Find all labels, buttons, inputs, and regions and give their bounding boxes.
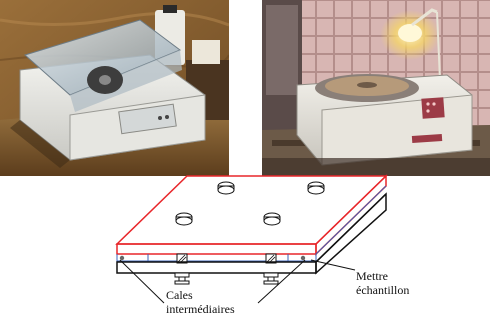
label-mettre: Mettre	[356, 269, 388, 283]
sample-marker	[301, 256, 305, 260]
foot	[175, 273, 189, 284]
sample-marker	[120, 256, 124, 260]
label-intermediaires: intermédiaires	[166, 302, 235, 313]
knob	[264, 213, 280, 225]
knob	[218, 182, 234, 194]
foot	[264, 273, 278, 284]
leader-line-mettre	[311, 260, 355, 270]
top-plate	[117, 176, 386, 254]
spacer-gap	[117, 186, 386, 262]
leader-line-cales-left	[120, 260, 164, 303]
cutting-machine-image	[0, 0, 229, 176]
knob	[308, 182, 324, 194]
sample-holder-diagram	[0, 172, 490, 313]
label-echantillon: échantillon	[356, 283, 410, 297]
polishing-machine-image	[262, 0, 490, 176]
label-cales: Cales	[166, 288, 193, 302]
photo-cutting-machine	[0, 0, 229, 176]
knob	[176, 213, 192, 225]
photo-polishing-machine	[262, 0, 490, 176]
